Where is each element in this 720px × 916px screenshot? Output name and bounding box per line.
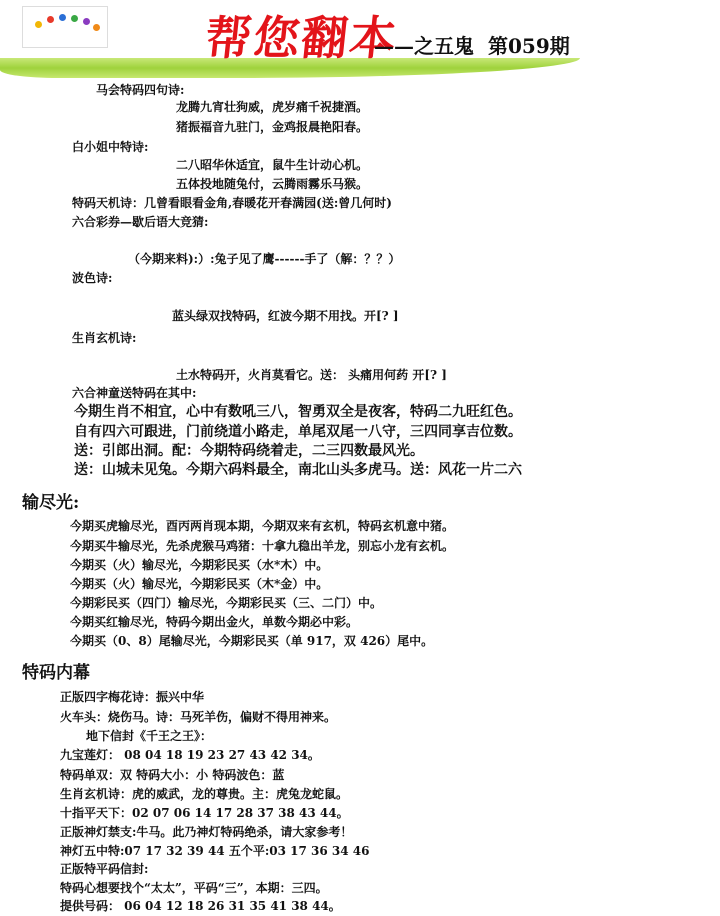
inside-line: 提供号码： 06 04 12 18 26 31 35 41 38 44。 (60, 899, 341, 913)
liuhe-title: 六合彩券—歇后语大竞猜: (72, 215, 209, 229)
page-title: 帮您翻本 (202, 11, 401, 65)
shengxiao-label: 生肖玄机诗: (72, 331, 137, 345)
tongzi-line: 送：山城未见兔。今期六码料最全，南北山头多虎马。送：风花一片二六 (74, 462, 522, 478)
logo-dot-icon (71, 15, 78, 22)
lose-line: 今期彩民买（四门）输尽光，今期彩民买（三、二门）中。 (70, 596, 383, 610)
inside-line: 生肖玄机诗：虎的威武，龙的尊贵。主：虎兔龙蛇鼠。 (60, 787, 349, 801)
inside-line: 特码单双：双 特码大小：小 特码波色：蓝 (60, 768, 285, 782)
header (0, 0, 720, 80)
inside-line: 神灯五中特:07 17 32 39 44 五个平:03 17 36 34 46 (60, 844, 370, 858)
tongzi-label: 六合神童送特码在其中: (72, 386, 197, 400)
poem4-label: 马会特码四句诗: (96, 83, 185, 97)
issue-number: 第059期 (488, 34, 570, 58)
inside-line: 正版特平码信封: (60, 862, 149, 876)
bose-line: 蓝头绿双找特码，红波今期不用找。开[? ] (172, 309, 399, 323)
inside-line: 九宝莲灯： 08 04 18 19 23 27 43 42 34。 (60, 748, 320, 762)
lose-line: 今期买（火）输尽光，今期彩民买（水*木）中。 (70, 558, 329, 572)
poem-line: 猪振福音九驻门，金鸡报晨艳阳春。 (176, 120, 369, 134)
inside-line: 火车头：烧伤马。诗：马死羊伤，偏财不得用神来。 (60, 710, 337, 724)
tongzi-line: 自有四六可跟进，门前绕道小路走，单尾双尾一八守，三四同享吉位数。 (74, 424, 522, 440)
poem-line: 龙腾九宵壮狗威，虎岁痛千祝捷酒。 (176, 100, 369, 114)
lose-line: 今期买（0、8）尾输尽光，今期彩民买（单 917，双 426）尾中。 (70, 634, 434, 648)
poem-line: 二八昭华休适宜，鼠牛生计动心机。 (176, 158, 369, 172)
white-poem-label: 白小姐中特诗: (72, 140, 149, 154)
inside-line: 十指平天下：02 07 06 14 17 28 37 38 43 44。 (60, 806, 349, 820)
inside-line: 正版神灯禁支:牛马。此乃神灯特码绝杀，请大家参考！ (60, 825, 353, 839)
logo-dot-icon (83, 18, 90, 25)
tongzi-line: 送：引郎出洞。配：今期特码绕着走，二三四数最风光。 (74, 443, 424, 459)
bose-label: 波色诗: (72, 271, 113, 285)
lose-line: 今期买牛输尽光，先杀虎猴马鸡猪：十拿九稳出羊龙，别忘小龙有玄机。 (70, 539, 455, 553)
logo-dot-icon (47, 16, 54, 23)
logo (22, 6, 108, 48)
lose-section-title: 输尽光: (22, 493, 80, 513)
lose-line: 今期买虎输尽光，酉丙两肖现本期，今期双来有玄机，特码玄机意中猪。 (70, 519, 455, 533)
tongzi-line: 今期生肖不相宜，心中有数吼三八，智勇双全是夜客，特码二九旺红色。 (74, 404, 522, 420)
inside-line: 正版四字梅花诗：振兴中华 (60, 690, 205, 704)
logo-dot-icon (93, 24, 100, 31)
logo-dot-icon (35, 21, 42, 28)
tianji-poem: 特码天机诗：几曾看眼看金角,春暖花开春满园(送:曾几何时) (72, 196, 392, 210)
riddle: （今期来料):）:兔子见了鹰------手了（解：？？） (128, 252, 401, 266)
inside-line: 特码心想要找个“太太”，平码“三”，本期：三四。 (60, 881, 328, 895)
shengxiao-line: 土水特码开，火肖莫看它。送： 头痛用何药 开[? ] (176, 368, 447, 382)
lose-line: 今期买红输尽光，特码今期出金火，单数今期必中彩。 (70, 615, 359, 629)
inside-line: 地下信封《千王之王》： (86, 729, 213, 743)
page-subtitle: ——之五鬼 (374, 34, 474, 58)
lose-line: 今期买（火）输尽光，今期彩民买（木*金）中。 (70, 577, 329, 591)
logo-dot-icon (59, 14, 66, 21)
poem-line: 五体投地随兔付，云腾雨霧乐马猴。 (176, 177, 369, 191)
inside-section-title: 特码内幕 (22, 663, 90, 683)
